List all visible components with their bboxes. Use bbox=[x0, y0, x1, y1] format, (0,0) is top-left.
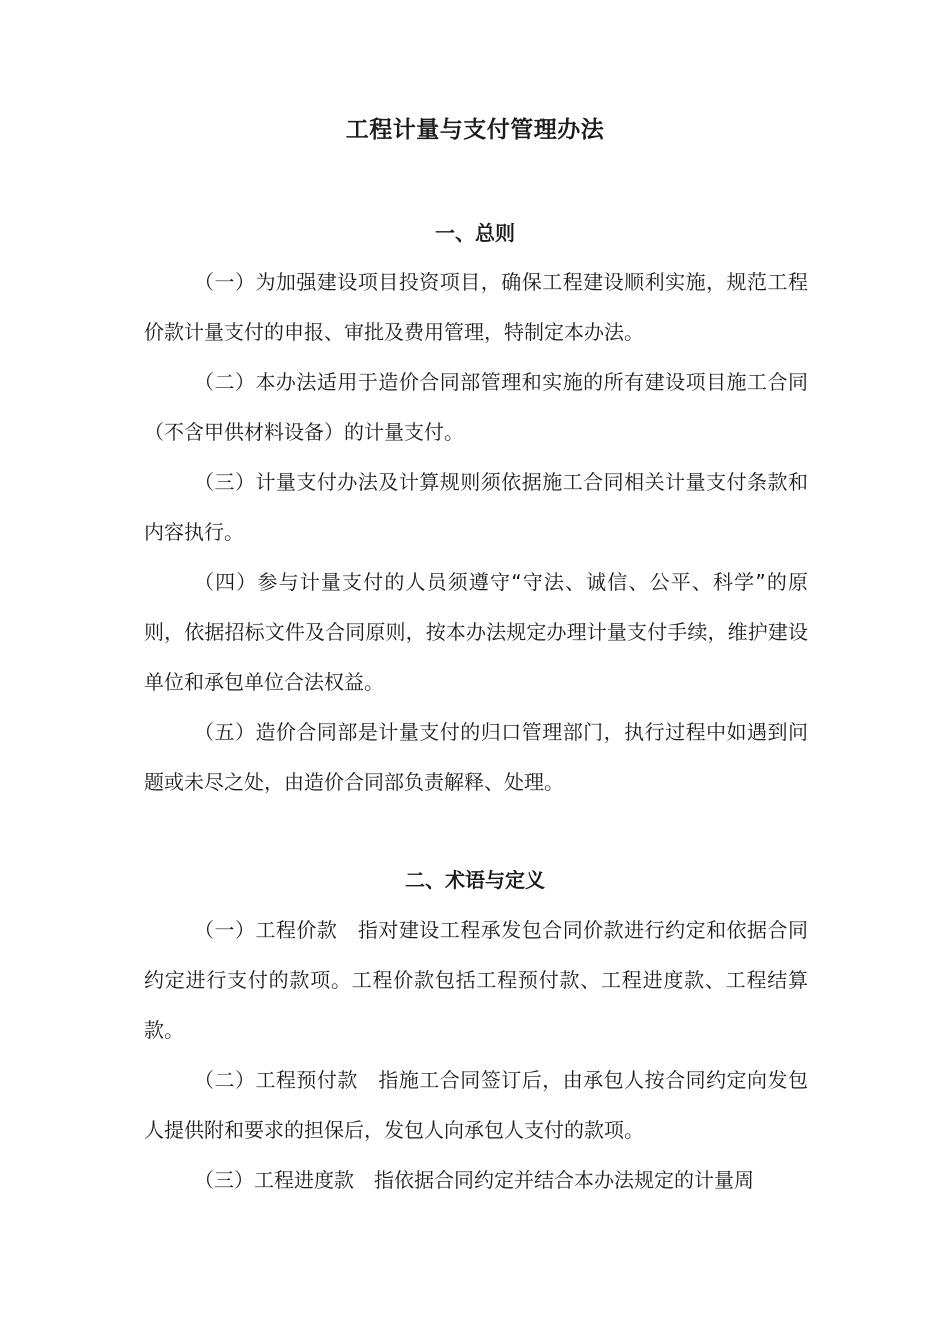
paragraph: （三）工程进度款 指依据合同约定并结合本办法规定的计量周 bbox=[194, 1168, 754, 1192]
paragraph: （二）本办法适用于造价合同部管理和实施的所有建设项目施工合同（不含甲供材料设备）的计量支付。 bbox=[144, 370, 808, 444]
paragraph: （二）工程预付款 指施工合同签订后，由承包人按合同约定向发包人提供附和要求的担保后，发包人向承包人支付的款项。 bbox=[144, 1068, 808, 1142]
paragraph: （一）工程价款 指对建设工程承发包合同价款进行约定和依据合同约定进行支付的款项。工程价款包括工程预付款、工程进度款、工程结算款。 bbox=[144, 918, 808, 1042]
section-heading-general: 一、总则 bbox=[435, 221, 515, 245]
paragraph: （一）为加强建设项目投资项目，确保工程建设顺利实施，规范工程价款计量支付的申报、审批及费用管理，特制定本办法。 bbox=[144, 270, 808, 344]
paragraph: （四）参与计量支付的人员须遵守“守法、诚信、公平、科学”的原则，依据招标文件及合同原则，按本办法规定办理计量支付手续，维护建设单位和承包单位合法权益。 bbox=[144, 570, 808, 694]
section-heading-terms: 二、术语与定义 bbox=[405, 868, 545, 892]
document-title: 工程计量与支付管理办法 bbox=[345, 117, 605, 143]
paragraph: （五）造价合同部是计量支付的归口管理部门，执行过程中如遇到问题或未尽之处，由造价合同部负责解释、处理。 bbox=[144, 720, 808, 794]
paragraph: （三）计量支付办法及计算规则须依据施工合同相关计量支付条款和内容执行。 bbox=[144, 470, 808, 544]
